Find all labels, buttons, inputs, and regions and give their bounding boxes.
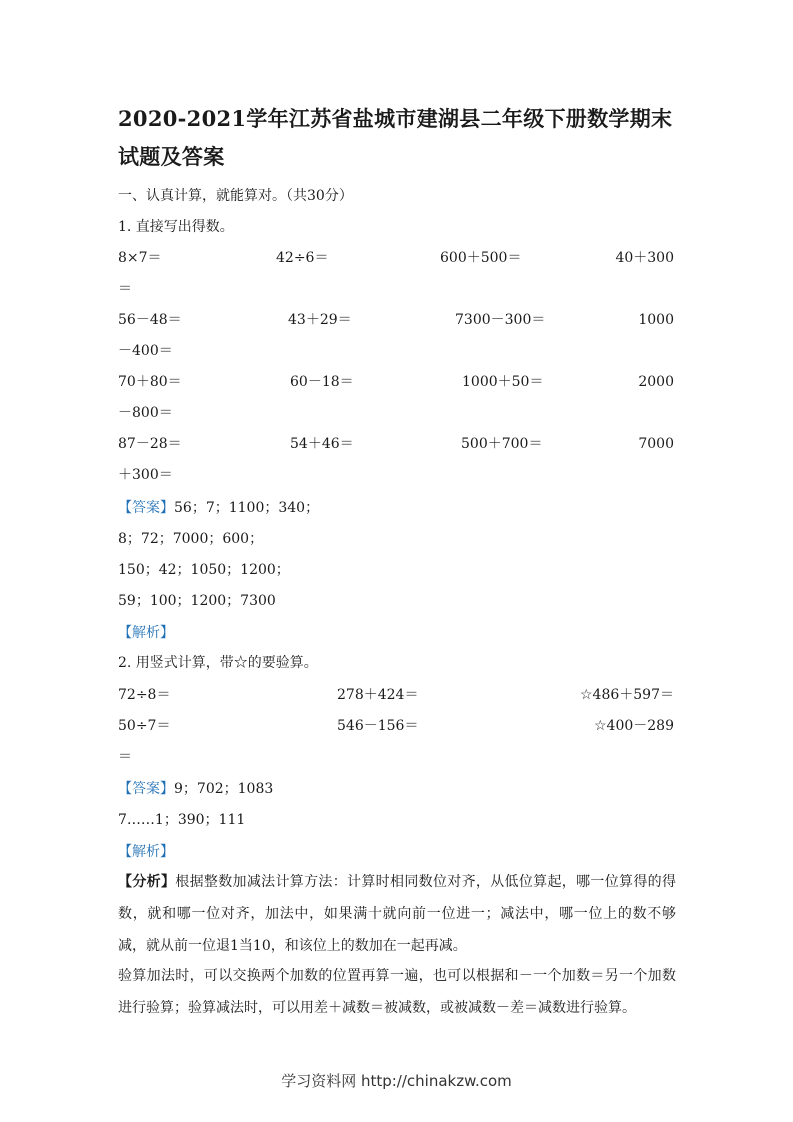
q1-wrap-1: ＝ — [118, 281, 132, 297]
q1-answer-line-4: 59；100；1200；7300 — [118, 593, 276, 609]
q1-answer-line-3: 150；42；1050；1200； — [118, 562, 290, 578]
expression: ☆400－289 — [594, 718, 674, 734]
q1-row-4 — [118, 434, 674, 454]
check-paragraph: 验算加法时，可以交换两个加数的位置再算一遍，也可以根据和－一个加数＝另一个加数进行验算；验算减法时，可以用差＋减数＝被减数，或被减数－差＝减数进行验算。 — [118, 968, 676, 1016]
q2-row-2 — [118, 716, 674, 736]
q1-analysis-tag: 【解析】 — [118, 625, 174, 641]
expression: 546－156＝ — [337, 718, 419, 734]
q1-row-1 — [118, 248, 674, 268]
expression: 50÷7＝ — [118, 718, 171, 734]
section-heading: 一、认真计算，就能算对。（共30分） — [118, 188, 353, 204]
expression: 7000 — [638, 436, 674, 452]
q2-wrap: ＝ — [118, 749, 132, 765]
expression: 43＋29＝ — [288, 312, 352, 328]
q1-row-3 — [118, 372, 674, 392]
fenxi-tag: 【分析】 — [118, 874, 176, 890]
q2-answer-line-1 — [118, 779, 273, 799]
q1-wrap-2: －400＝ — [118, 343, 173, 359]
expression: 600＋500＝ — [440, 250, 522, 266]
question-2-label: 2. 用竖式计算，带☆的要验算。 — [118, 655, 318, 671]
q1-wrap-3: －800＝ — [118, 405, 173, 421]
analysis-paragraph — [118, 866, 676, 962]
footer-watermark: 学习资料网 http://chinakzw.com — [281, 1072, 512, 1090]
q1-row-2 — [118, 310, 674, 330]
expression: 500＋700＝ — [461, 436, 543, 452]
expression: 42÷6＝ — [276, 250, 329, 266]
answer-tag: 【答案】 — [118, 500, 174, 516]
expression: 72÷8＝ — [118, 687, 171, 703]
expression: 8×7＝ — [118, 250, 162, 266]
question-1-label: 1. 直接写出得数。 — [118, 219, 234, 235]
expression: 40＋300 — [615, 250, 674, 266]
q2-analysis-tag: 【解析】 — [118, 844, 174, 860]
expression: 54＋46＝ — [290, 436, 354, 452]
expression: 87－28＝ — [118, 436, 182, 452]
q2-row-1 — [118, 685, 674, 705]
q1-answer-line-2: 8；72；7000；600； — [118, 531, 264, 547]
expression: 56－48＝ — [118, 312, 182, 328]
answer-text: 9；702；1083 — [174, 781, 274, 797]
q1-wrap-4: ＋300＝ — [118, 467, 173, 483]
expression: 7300－300＝ — [455, 312, 546, 328]
expression: ☆486＋597＝ — [580, 687, 674, 703]
expression: 1000＋50＝ — [462, 374, 544, 390]
fenxi-text: 根据整数加减法计算方法：计算时相同数位对齐，从低位算起，哪一位算得的得数，就和哪一位对齐，加法中，如果满十就向前一位进一；减法中，哪一位上的数不够减，就从前一位退1当10，和该位上的数加在一起再减。 — [118, 874, 677, 954]
document-title: 2020-2021学年江苏省盐城市建湖县二年级下册数学期末试题及答案 — [118, 106, 673, 169]
expression: 1000 — [638, 312, 674, 328]
expression: 2000 — [638, 374, 674, 390]
answer-text: 56；7；1100；340； — [174, 500, 320, 516]
answer-tag: 【答案】 — [118, 781, 174, 797]
q2-answer-line-2: 7……1；390；111 — [118, 812, 246, 828]
q1-answer-line-1 — [118, 498, 319, 518]
expression: 60－18＝ — [290, 374, 354, 390]
expression: 278＋424＝ — [337, 687, 419, 703]
expression: 70＋80＝ — [118, 374, 182, 390]
